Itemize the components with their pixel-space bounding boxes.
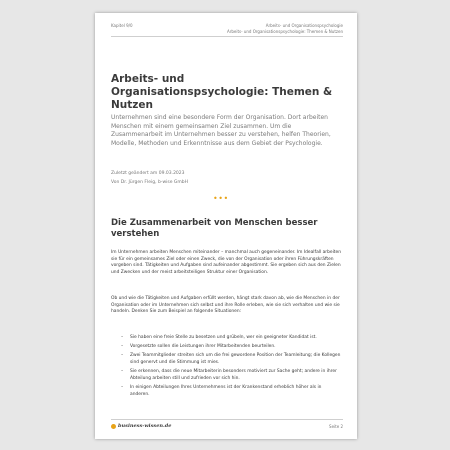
logo-text: business-wissen.de — [118, 423, 172, 429]
list-item: – Sie erkennen, dass die neue Mitarbeiterin besonders motiviert zur Sache geht; andere in ihrer Abteilung arbeiten still und zufrieden vor sich hin. — [121, 369, 341, 382]
list-item: – Zwei Teammitglieder streiten sich um die frei gewordene Position der Teamleitung; die Kollegen sind genervt und die Stimmung ist mies. — [121, 353, 341, 366]
situation-list — [121, 335, 341, 401]
article-intro: Unternehmen sind eine besondere Form der Organisation. Dort arbeiten Menschen mit einem gemeinsamen Ziel zusammen. Um die Zusammenarbeit im Unternehmen besser zu verstehen, helfen Theorien, Modelle, Methoden und Erkenntnisse aus dem Gebiet der Psychologie. — [111, 114, 331, 147]
document-page — [95, 13, 357, 439]
section-heading: Die Zusammenarbeit von Menschen besser verstehen — [111, 218, 318, 239]
breadcrumb-article: Arbeits- und Organisationspsychologie: Themen & Nutzen — [226, 28, 343, 34]
running-header — [227, 23, 343, 34]
page-number: Seite 2 — [329, 424, 343, 429]
last-updated: Zuletzt geändert am 09.03.2023 — [111, 171, 185, 176]
list-item: – In einigen Abteilungen Ihres Unternehmens ist der Krankenstand erheblich höher als in anderen. — [121, 385, 341, 398]
article-title: Arbeits- und Organisationspsychologie: Themen & Nutzen — [111, 73, 333, 111]
body-paragraph-1: Im Unternehmen arbeiten Menschen miteinander – manchmal auch gegeneinander. Im Idealfall arbeiten sie für ein gemeinsames Ziel oder einen Zweck, die von der Organisation oder ihren Führungskräften vorgeben sind. Tätigkeiten und Aufgaben sind aufeinander abgestimmt. Sie ergeben sich aus den Zielen und Zwecken und der meist arbeitsteiligen Struktur einer Organisation. — [111, 250, 342, 275]
footer-divider — [111, 419, 343, 420]
author-line: Von Dr. Jürgen Fleig, b-wise GmbH — [111, 180, 189, 185]
separator-dots-icon: ••• — [213, 194, 229, 203]
logo-dot-icon — [111, 424, 116, 429]
list-item: – Sie haben eine freie Stelle zu besetzen und grübeln, wer ein geeigneter Kandidat ist. — [121, 335, 341, 342]
chapter-label: Kapitel 9/0 — [111, 23, 133, 28]
header-divider — [111, 36, 343, 37]
list-item: – Vorgesetzte sollen die Leistungen ihrer Mitarbeitenden beurteilen. — [121, 344, 341, 351]
breadcrumb-category: Arbeits- und Organisationspsychologie — [265, 23, 343, 28]
body-paragraph-2: Ob und wie die Tätigkeiten und Aufgaben erfüllt werden, hängt stark davon ab, wie die Menschen in der Organisation oder im Unternehmen sich selbst und ihre Rolle erleben, wie sie sich verhalten und wie sie handeln. Denken Sie zum Beispiel an folgende Situationen: — [111, 296, 340, 315]
article-meta — [111, 169, 188, 187]
site-logo — [111, 423, 171, 429]
